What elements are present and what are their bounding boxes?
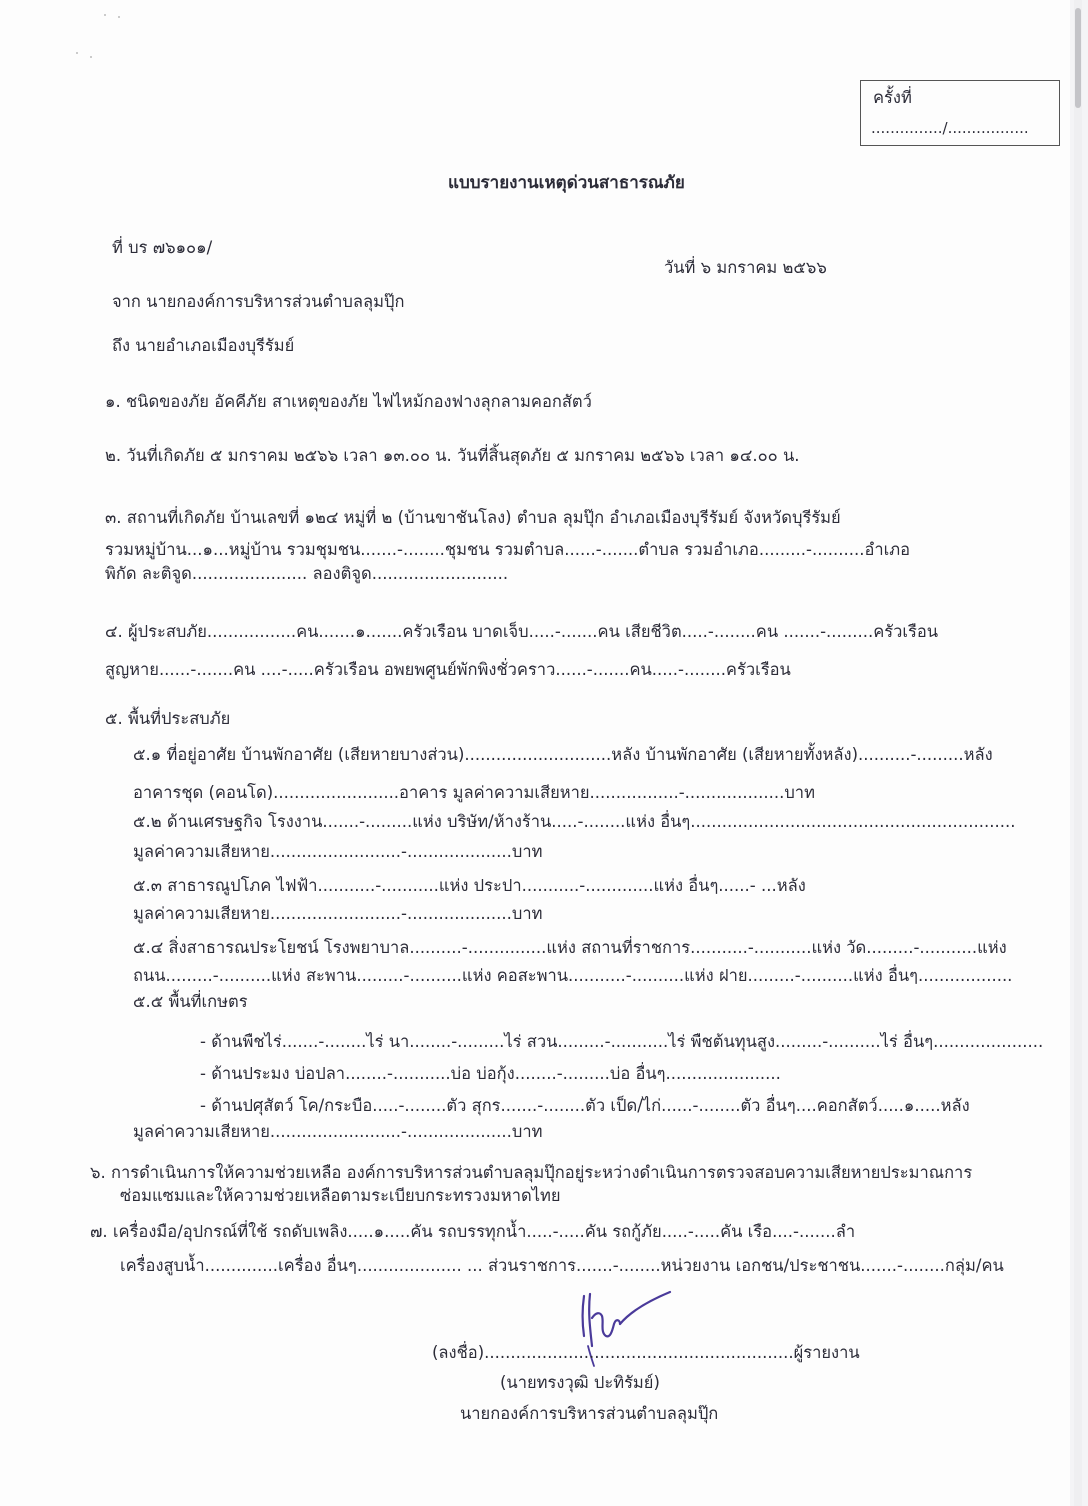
item5-5-fishery: - ด้านประมง บ่อปลา........-...........บ่อ บ่อกุ้ง........-.........บ่อ อื่นๆ...................... <box>200 1064 781 1083</box>
item7-equipment: ๗. เครื่องมือ/อุปกรณ์ที่ใช้ รถดับเพลิง.....๑.....คัน รถบรรทุกน้ำ.....-.....คัน รถกู้ภัย.....-.....คัน เรือ....-.......ลำ <box>90 1222 856 1241</box>
reference-number: ที่ บร ๗๖๑๐๑/ <box>112 238 213 257</box>
report-date: วันที่ ๖ มกราคม ๒๕๖๖ <box>664 258 827 277</box>
item3-location: ๓. สถานที่เกิดภัย บ้านเลขที่ ๑๒๔ หมู่ที่ ๒ (บ้านขาชันโลง) ตำบล ลุมปุ๊ก อำเภอเมืองบุรีรัมย์ จังหวัดบุรีรัมย์ <box>105 508 841 527</box>
item3-area-counts: รวมหมู่บ้าน...๑...หมู่บ้าน รวมชุมชน.......-........ชุมชน รวมตำบล......-.......ตำบล รวมอำเภอ.........-..........อำเภอ <box>105 540 911 559</box>
item5-5-crops: - ด้านพืชไร่.......-........ไร่ นา........-.........ไร่ สวน.........-...........ไร่ พืชต้นทุนสูง.........-..........ไร่ อื่นๆ..................... <box>200 1032 1044 1051</box>
item6-assistance: ๖. การดำเนินการให้ความช่วยเหลือ องค์การบริหารส่วนตำบลลุมปุ๊กอยู่ระหว่างดำเนินการตรวจสอบความเสียหายประมาณการ <box>90 1163 973 1182</box>
signer-position: นายกองค์การบริหารส่วนตำบลลุมปุ๊ก <box>460 1404 719 1423</box>
sequence-box <box>860 80 1060 146</box>
item5-2-economy: ๕.๒ ด้านเศรษฐกิจ โรงงาน.......-.........แห่ง บริษัท/ห้างร้าน.....-........แห่ง อื่นๆ.............................................................. <box>133 812 1016 831</box>
scan-speck <box>104 14 106 16</box>
to-line: ถึง นายอำเภอเมืองบุรีรัมย์ <box>112 336 295 355</box>
item5-heading: ๕. พื้นที่ประสบภัย <box>105 709 231 728</box>
item5-5-value: มูลค่าความเสียหาย.........................-....................บาท <box>133 1122 543 1141</box>
item5-3-value: มูลค่าความเสียหาย.........................-....................บาท <box>133 904 543 923</box>
item5-3-utilities: ๕.๓ สาธารณูปโภค ไฟฟ้า...........-...........แห่ง ประปา...........-.............แห่ง อื่นๆ......- ...หลัง <box>133 876 806 895</box>
item2-disaster-date: ๒. วันที่เกิดภัย ๕ มกราคม ๒๕๖๖ เวลา ๑๓.๐๐ น. วันที่สิ้นสุดภัย ๕ มกราคม ๒๕๖๖ เวลา ๑๔.๐๐ น. <box>105 446 800 465</box>
sequence-label: ครั้งที่ <box>873 88 912 107</box>
item5-4-public: ๕.๔ สิ่งสาธารณประโยชน์ โรงพยาบาล..........-...............แห่ง สถานที่ราชการ...........-...........แห่ง วัด.........-...........แห่ง <box>133 938 1007 957</box>
item3-coordinates: พิกัด ละติจูด...................... ลองติจูด.......................... <box>105 564 509 583</box>
item5-4-roads: ถนน.........-..........แห่ง สะพาน.........-..........แห่ง คอสะพาน...........-..........แห่ง ฝาย.........-..........แห่ง อื่นๆ.................. <box>133 966 1013 985</box>
vertical-scrollbar[interactable] <box>1074 0 1082 1506</box>
item4-victims: ๔. ผู้ประสบภัย.................คน.......๑.......ครัวเรือน บาดเจ็บ.....-.......คน เสียชีวิต.....-........คน .......-.........ครัวเรือน <box>105 622 939 641</box>
from-line: จาก นายกองค์การบริหารส่วนตำบลลุมปุ๊ก <box>112 292 405 311</box>
scan-speck <box>90 56 92 58</box>
item1-disaster-type: ๑. ชนิดของภัย อัคคีภัย สาเหตุของภัย ไฟไหม้กองฟางลุกลามคอกสัตว์ <box>105 392 592 411</box>
item6-assistance-cont: ซ่อมแซมและให้ความช่วยเหลือตามระเบียบกระทรวงมหาดไทย <box>120 1186 561 1205</box>
scrollbar-thumb[interactable] <box>1075 8 1081 108</box>
scan-speck <box>118 16 120 18</box>
signer-name: (นายทรงวุฒิ ปะทิรัมย์) <box>500 1373 660 1392</box>
sequence-value: .............../................. <box>871 119 1029 137</box>
page-title: แบบรายงานเหตุด่วนสาธารณภัย <box>448 173 685 193</box>
scan-speck <box>76 52 78 54</box>
item5-5-livestock: - ด้านปศุสัตว์ โค/กระบือ.....-........ตัว สุกร.......-........ตัว เป็ด/ไก่......-........ตัว อื่นๆ....คอกสัตว์.....๑.....หลัง <box>200 1096 970 1115</box>
item5-1-housing: ๕.๑ ที่อยู่อาศัย บ้านพักอาศัย (เสียหายบางส่วน)............................หลัง บ้านพักอาศัย (เสียหายทั้งหลัง)..........-.........หลัง <box>133 745 993 764</box>
item4-missing: สูญหาย......-.......คน ....-.....ครัวเรือน อพยพศูนย์พักพิงชั่วคราว......-.......คน.....-........ครัวเรือน <box>105 660 791 679</box>
item7-equipment-cont: เครื่องสูบน้ำ..............เครื่อง อื่นๆ.................... ... ส่วนราชการ.......-........หน่วยงาน เอกชน/ประชาชน.......-........กลุ่ม/คน <box>120 1256 1004 1275</box>
item5-1-condo: อาคารชุด (คอนโด)........................อาคาร มูลค่าความเสียหาย.................-...................บาท <box>133 783 815 802</box>
signature-line: (ลงชื่อ)...........................................................ผู้รายงาน <box>432 1343 860 1362</box>
item5-5-heading: ๕.๕ พื้นที่เกษตร <box>133 992 248 1011</box>
item5-2-value: มูลค่าความเสียหาย.........................-....................บาท <box>133 842 543 861</box>
